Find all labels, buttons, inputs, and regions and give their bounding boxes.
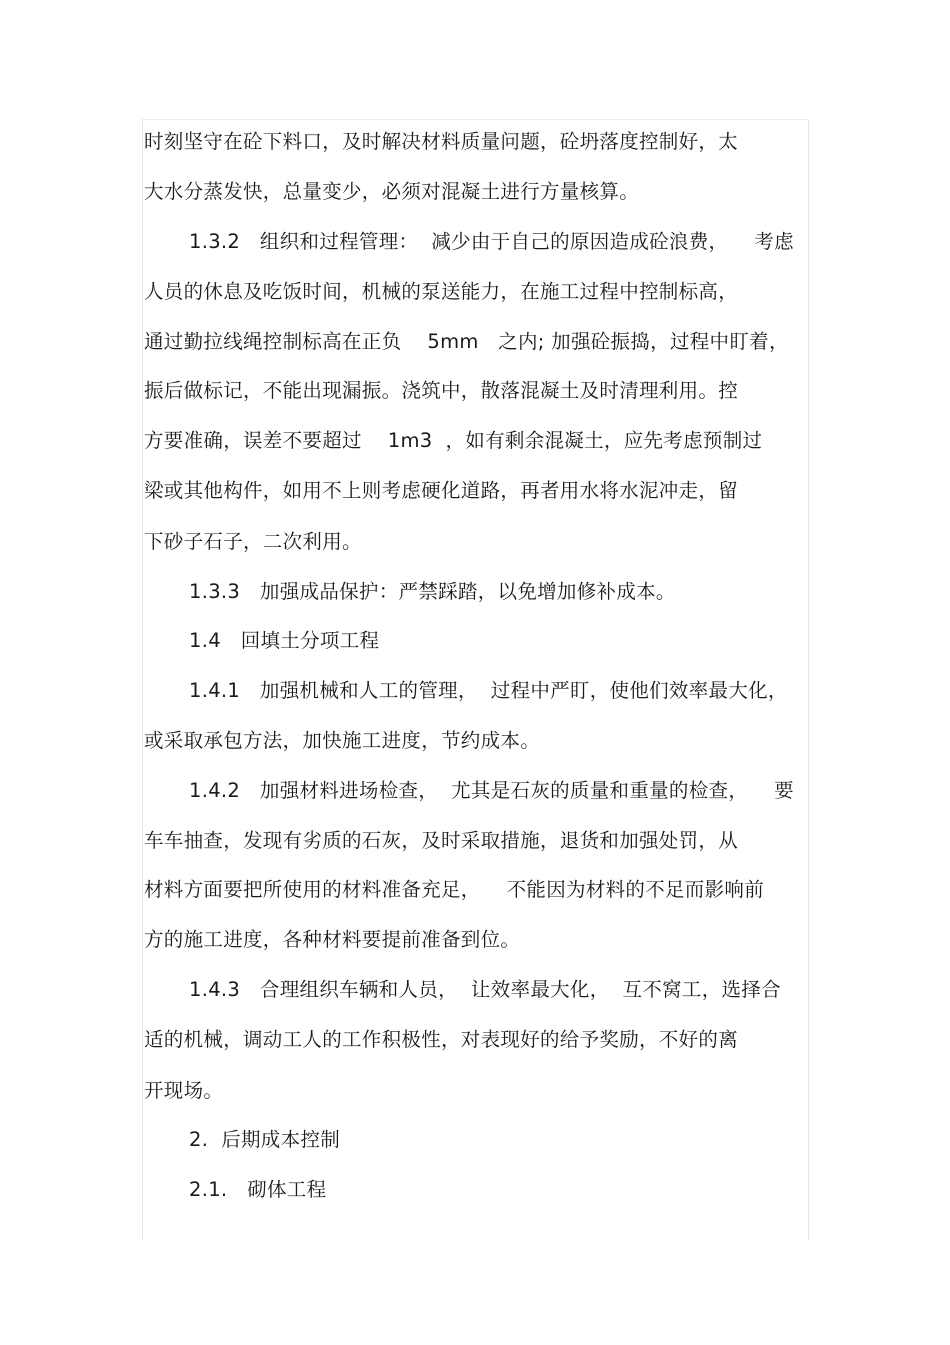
section-1-3-3: 1.3.3 加强成品保护：严禁踩踏，以免增加修补成本。 bbox=[189, 580, 676, 603]
heading-2: 2. 后期成本控制 bbox=[189, 1128, 341, 1151]
text-line: 大水分蒸发快，总量变少，必须对混凝土进行方量核算。 bbox=[144, 180, 640, 203]
text-line: 振后做标记，不能出现漏振。浇筑中，散落混凝土及时清理利用。控 bbox=[144, 379, 739, 402]
text-line: 车车抽查，发现有劣质的石灰，及时采取措施，退货和加强处罚，从 bbox=[144, 829, 739, 852]
text-line: 梁或其他构件，如用不上则考虑硬化道路，再者用水将水泥冲走，留 bbox=[144, 479, 739, 502]
text-line: 通过勤拉线绳控制标高在正负 5mm 之内; 加强砼振捣，过程中盯着， bbox=[144, 330, 789, 353]
text-line: 方的施工进度，各种材料要提前准备到位。 bbox=[144, 928, 521, 951]
section-1-4-1: 1.4.1 加强机械和人工的管理， 过程中严盯，使他们效率最大化， bbox=[189, 679, 788, 702]
text-line: 方要准确，误差不要超过 1m3 ，如有剩余混凝土，应先考虑预制过 bbox=[144, 429, 763, 452]
text-line: 开现场。 bbox=[144, 1079, 224, 1102]
section-1-3-2: 1.3.2 组织和过程管理： 减少由于自己的原因造成砼浪费， 考虑 bbox=[189, 230, 794, 253]
text-line: 下砂子石子，二次利用。 bbox=[144, 530, 362, 553]
text-line: 或采取承包方法，加快施工进度，节约成本。 bbox=[144, 729, 541, 752]
section-1-4-3: 1.4.3 合理组织车辆和人员， 让效率最大化， 互不窝工，选择合 bbox=[189, 978, 781, 1001]
section-1-4-2: 1.4.2 加强材料进场检查， 尤其是石灰的质量和重量的检查， 要 bbox=[189, 779, 794, 802]
heading-2-1: 2.1. 砌体工程 bbox=[189, 1178, 327, 1201]
heading-1-4: 1.4 回填土分项工程 bbox=[189, 629, 380, 652]
text-line: 适的机械，调动工人的工作积极性，对表现好的给予奖励，不好的离 bbox=[144, 1028, 739, 1051]
text-line: 人员的休息及吃饭时间，机械的泵送能力，在施工过程中控制标高， bbox=[144, 280, 739, 303]
text-line: 时刻坚守在砼下料口，及时解决材料质量问题，砼坍落度控制好，太 bbox=[144, 130, 739, 153]
text-line: 材料方面要把所使用的材料准备充足， 不能因为材料的不足而影响前 bbox=[144, 878, 764, 901]
